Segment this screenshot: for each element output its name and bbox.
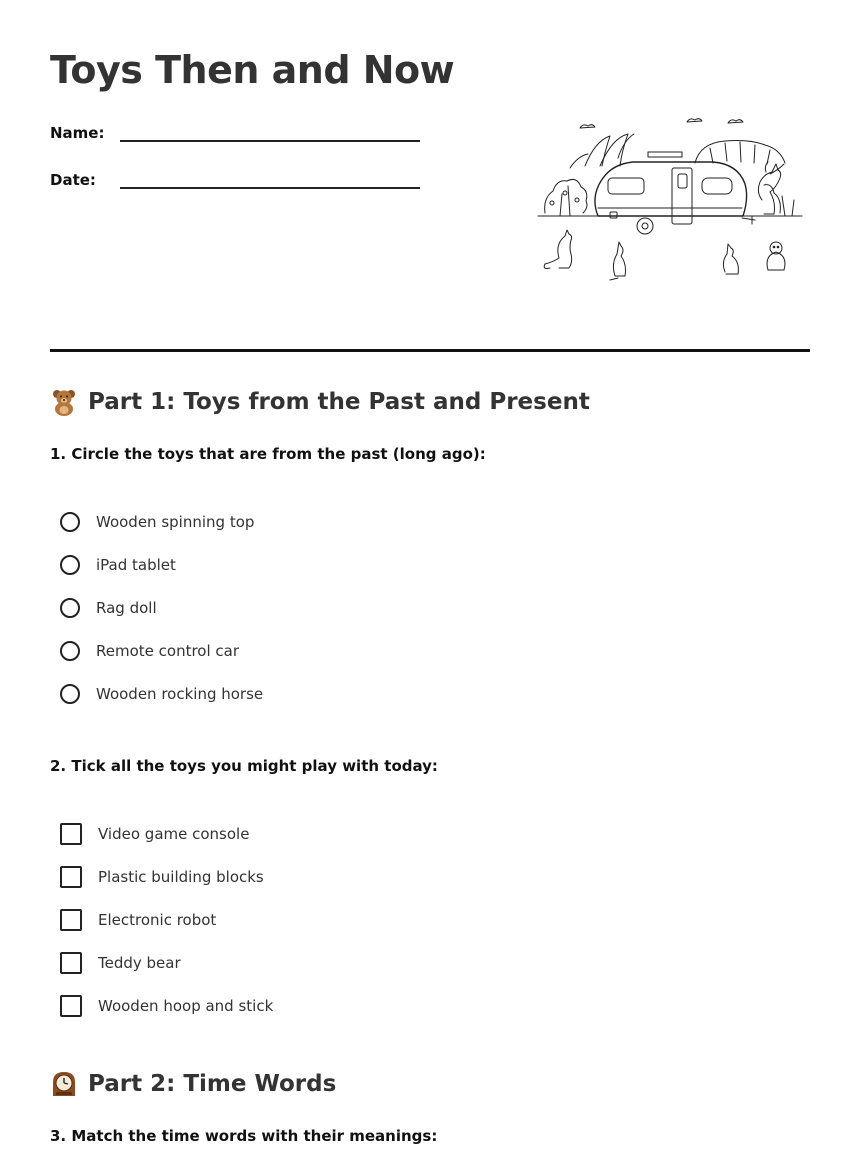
option-label: Teddy bear: [98, 954, 181, 972]
date-input-line[interactable]: [120, 169, 420, 189]
bush-icon: [545, 179, 794, 216]
circle-option[interactable]: [60, 680, 263, 708]
circle-target[interactable]: [60, 598, 80, 618]
checkbox[interactable]: [60, 866, 82, 888]
page-title: Toys Then and Now: [50, 48, 455, 92]
section-divider: [50, 349, 810, 352]
checkbox[interactable]: [60, 909, 82, 931]
checkbox[interactable]: [60, 995, 82, 1017]
teddy-bear-icon: [50, 388, 78, 416]
date-label: Date:: [50, 171, 96, 189]
cloud-icon: [580, 119, 743, 128]
date-field: [50, 169, 420, 189]
checkbox[interactable]: [60, 823, 82, 845]
circle-option[interactable]: [60, 594, 157, 622]
caravan-icon: [595, 152, 755, 234]
part2-title: Part 2: Time Words: [88, 1071, 337, 1097]
circle-target[interactable]: [60, 684, 80, 704]
part1-title: Part 1: Toys from the Past and Present: [88, 389, 590, 415]
name-input-line[interactable]: [120, 122, 420, 142]
option-label: Plastic building blocks: [98, 868, 264, 886]
option-label: Electronic robot: [98, 911, 217, 929]
question-2: 2. Tick all the toys you might play with today:: [50, 757, 438, 775]
option-label: Wooden spinning top: [96, 513, 255, 531]
checkbox[interactable]: [60, 952, 82, 974]
name-field: [50, 122, 420, 142]
rock-icon: [695, 141, 785, 165]
name-label: Name:: [50, 124, 105, 142]
option-label: Rag doll: [96, 599, 157, 617]
option-label: Video game console: [98, 825, 250, 843]
part1-heading: [50, 388, 590, 416]
checkbox-option[interactable]: [60, 820, 249, 848]
option-label: Wooden rocking horse: [96, 685, 264, 703]
option-label: Remote control car: [96, 642, 240, 660]
caravan-illustration: [530, 108, 810, 288]
option-label: iPad tablet: [96, 556, 176, 574]
part2-heading: [50, 1070, 336, 1098]
checkbox-option[interactable]: [60, 992, 273, 1020]
question-1: 1. Circle the toys that are from the past (long ago):: [50, 445, 486, 463]
circle-option[interactable]: [60, 551, 176, 579]
circle-target[interactable]: [60, 555, 80, 575]
option-label: Wooden hoop and stick: [98, 997, 274, 1015]
clock-icon: [50, 1070, 78, 1098]
circle-option[interactable]: [60, 508, 254, 536]
wallaby-icon: [544, 230, 738, 280]
checkbox-option[interactable]: [60, 863, 264, 891]
circle-target[interactable]: [60, 641, 80, 661]
wombat-icon: [767, 242, 785, 270]
question-3: 3. Match the time words with their meanings:: [50, 1127, 438, 1145]
circle-target[interactable]: [60, 512, 80, 532]
checkbox-option[interactable]: [60, 949, 181, 977]
checkbox-option[interactable]: [60, 906, 216, 934]
circle-option[interactable]: [60, 637, 239, 665]
